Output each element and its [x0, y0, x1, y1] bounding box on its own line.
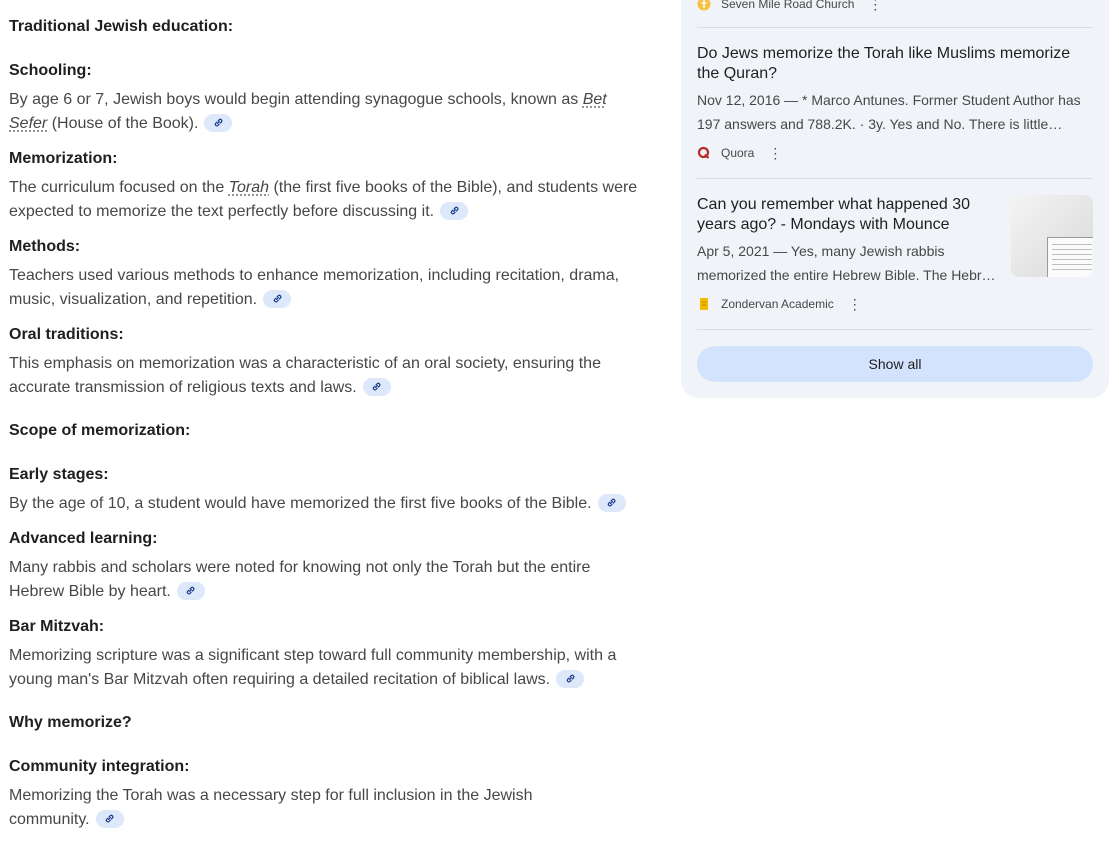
section-heading: Traditional Jewish education: [9, 18, 234, 35]
church-icon [697, 0, 711, 11]
section-text: Many rabbis and scholars were noted for knowing not only the Torah but the entire Hebrew Bible by heart. [9, 559, 591, 600]
link-icon[interactable] [204, 114, 232, 132]
section-heading: Advanced learning: [9, 530, 158, 547]
link-icon[interactable] [363, 378, 391, 396]
source-name: Zondervan Academic [721, 297, 834, 311]
card-title[interactable]: Can you remember what happened 30 years ago? - Mondays with Mounce [697, 196, 971, 233]
more-vert-icon[interactable]: ⋮ [847, 296, 862, 312]
divider [697, 329, 1093, 330]
quora-icon [697, 146, 711, 160]
section-text: The curriculum focused on the Torah (the first five books of the Bible), and students were expected to memorize the text perfectly before discussing it. [9, 179, 638, 220]
card-snippet: memorized the entire Hebrew Bible. The Hebr… [697, 267, 996, 283]
link-icon[interactable] [263, 290, 291, 308]
section-heading: Early stages: [9, 466, 109, 483]
link-icon[interactable] [177, 582, 205, 600]
section-text: Teachers used various methods to enhance memorization, including recitation, drama, music, visualization, and repetition. [9, 267, 620, 308]
card-title[interactable]: Do Jews memorize the Torah like Muslims memorize the Quran? [697, 45, 1071, 82]
section-heading: Schooling: [9, 62, 92, 79]
section-heading: Why memorize? [9, 714, 132, 731]
sources-panel [681, 0, 1109, 398]
link-icon[interactable] [556, 670, 584, 688]
section-heading: Community integration: [9, 758, 190, 775]
section-heading: Scope of memorization: [9, 422, 191, 439]
section-heading: Bar Mitzvah: [9, 618, 105, 635]
source-name: Seven Mile Road Church [721, 0, 855, 11]
book-image [1047, 237, 1093, 277]
source-row[interactable] [697, 297, 862, 311]
zondervan-icon [697, 297, 711, 311]
card-thumbnail[interactable] [1011, 195, 1093, 277]
term-link[interactable]: Torah [228, 179, 269, 196]
more-vert-icon[interactable]: ⋮ [768, 145, 783, 161]
card-snippet: Apr 5, 2021 — Yes, many Jewish rabbis [697, 243, 945, 259]
divider [697, 27, 1093, 28]
section-heading: Memorization: [9, 150, 118, 167]
link-icon[interactable] [598, 494, 626, 512]
divider [697, 178, 1093, 179]
term-link[interactable]: Bet Sefer [9, 91, 607, 132]
section-text: Memorizing scripture was a significant step toward full community membership, with a young man's Bar Mitzvah often requiring a detailed recitation of biblical laws. [9, 647, 617, 688]
section-text: Memorizing the Torah was a necessary step for full inclusion in the Jewish community. [9, 787, 533, 828]
section-text: By age 6 or 7, Jewish boys would begin attending synagogue schools, known as Bet Sefer (House of the Book). [9, 91, 607, 132]
source-row[interactable] [697, 0, 882, 11]
card-snippet: 197 answers and 788.2K. · 3y. Yes and No. There is little… [697, 116, 1063, 132]
more-vert-icon[interactable]: ⋮ [868, 0, 883, 12]
section-heading: Methods: [9, 238, 81, 255]
link-icon[interactable] [440, 202, 468, 220]
source-row[interactable] [697, 146, 782, 160]
show-all-button[interactable]: Show all [697, 346, 1093, 382]
section-text: This emphasis on memorization was a characteristic of an oral society, ensuring the accurate transmission of religious texts and laws. [9, 355, 601, 396]
section-heading: Oral traditions: [9, 326, 124, 343]
link-icon[interactable] [96, 810, 124, 828]
source-name: Quora [721, 146, 755, 160]
section-text: By the age of 10, a student would have memorized the first five books of the Bible. [9, 492, 639, 516]
card-snippet: Nov 12, 2016 — * Marco Antunes. Former Student Author has [697, 92, 1081, 108]
